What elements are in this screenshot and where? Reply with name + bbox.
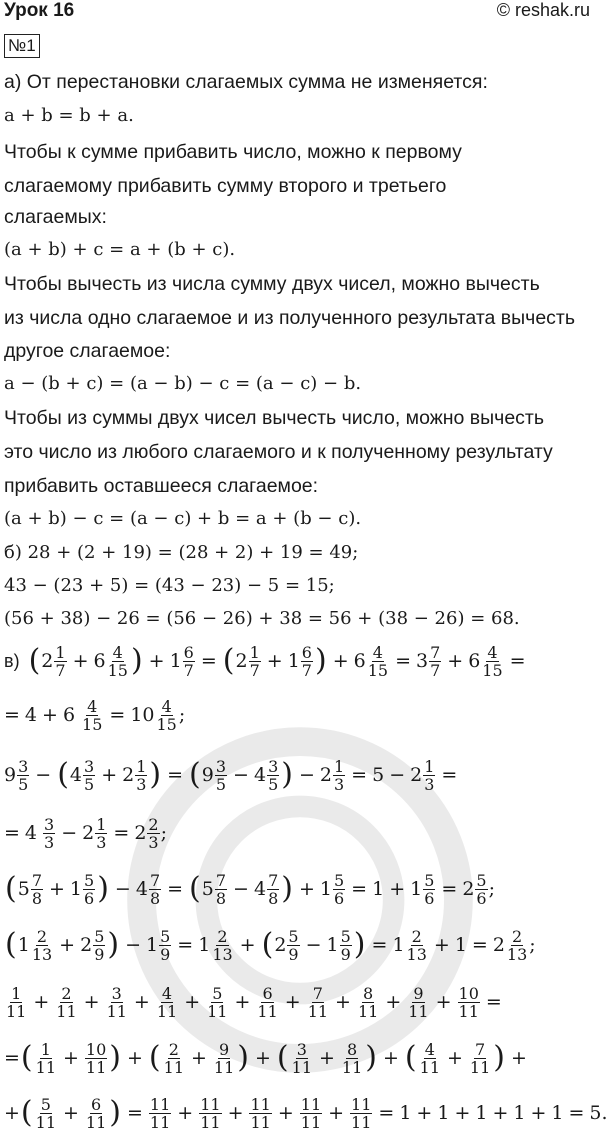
page-header <box>0 0 596 26</box>
site-credit: © reshak.ru <box>496 0 590 20</box>
fraction-expression-2: 9 $\frac{3}{5}$ − ( 4 $\frac{3}{5}$ + 2 $\frac{1}{3}$ ) = ( 9 $\frac{3}{5}$ − 4 $\frac{3}{5}$ ) − 2 $\frac{1}{3}$ = 5 − 2 $\frac{1}{3}$ = <box>4 756 458 794</box>
fraction-expression-2b: = 4 $\frac{3}{3}$ − 2 $\frac{1}{3}$ = 2 $\frac{2}{3}$ ; <box>4 814 168 852</box>
task-number: №1 <box>4 34 40 58</box>
formula-line: a − (b + c) = (a − b) − c = (a − c) − b. <box>4 373 362 394</box>
fraction-expression-5b: = ( $\frac{1}{11}$ + $\frac{10}{11}$ ) + ( $\frac{2}{11}$ + $\frac{9}{11}$ ) + ( $\frac{3}{11}$ + $\frac{8}{11}$ ) + ( $\frac{4}{11}$ + $\frac{7}{11}$ ) + <box>4 1039 527 1077</box>
text-line: Чтобы вычесть из числа сумму двух чисел, можно вычесть <box>4 273 540 295</box>
formula-line: a + b = b + a. <box>4 105 134 126</box>
formula-line: 43 − (23 + 5) = (43 − 23) − 5 = 15; <box>4 575 335 596</box>
formula-line: (a + b) + c = a + (b + c). <box>4 239 236 260</box>
text-line: прибавить оставшееся слагаемое: <box>4 475 319 497</box>
text-line: слагаемых: <box>4 206 107 228</box>
text-line: из числа одно слагаемое и из полученного результата вычесть <box>4 307 576 329</box>
text-line: а) От перестановки слагаемых сумма не изменяется: <box>4 71 488 93</box>
fraction-expression-5c: + ( $\frac{5}{11}$ + $\frac{6}{11}$ ) = $\frac{11}{11}$ + $\frac{11}{11}$ + $\frac{11}{11}$ + $\frac{11}{11}$ + $\frac{11}{11}$ = 1 + 1 + 1 + 1 + 1 = 5. <box>4 1094 608 1132</box>
text-line: другое слагаемое: <box>4 340 171 362</box>
fraction-expression-3: ( 5 $\frac{7}{8}$ + 1 $\frac{5}{6}$ ) − 4 $\frac{7}{8}$ = ( 5 $\frac{7}{8}$ − 4 $\frac{7}{8}$ ) + 1 $\frac{5}{6}$ = 1 + 1 $\frac{5}{6}$ = 2 $\frac{5}{6}$ ; <box>5 870 495 908</box>
fraction-expression-4: ( 1 $\frac{2}{13}$ + 2 $\frac{5}{9}$ ) − 1 $\frac{5}{9}$ = 1 $\frac{2}{13}$ + ( 2 $\frac{5}{9}$ − 1 $\frac{5}{9}$ ) = 1 $\frac{2}{13}$ + 1 = 2 $\frac{2}{13}$ ; <box>5 926 536 964</box>
fraction-expression-5: $\frac{1}{11}$ + $\frac{2}{11}$ + $\frac{3}{11}$ + $\frac{4}{11}$ + $\frac{5}{11}$ + $\frac{6}{11}$ + $\frac{7}{11}$ + $\frac{8}{11}$ + $\frac{9}{11}$ + $\frac{10}{11}$ = <box>6 983 502 1021</box>
formula-line: (a + b) − c = (a − c) + b = a + (b − c). <box>4 508 362 529</box>
text-line: слагаемому прибавить сумму второго и третьего <box>4 175 447 197</box>
fraction-expression-1b: = 4 + 6 $\frac{4}{15}$ = 10 $\frac{4}{15}$ ; <box>4 696 186 734</box>
text-line: Чтобы к сумме прибавить число, можно к первому <box>4 141 462 163</box>
lesson-title: Урок 16 <box>4 0 75 21</box>
text-line: это число из любого слагаемого и к полученному результату <box>4 441 553 463</box>
formula-line: б) 28 + (2 + 19) = (28 + 2) + 19 = 49; <box>4 542 359 563</box>
text-line: Чтобы из суммы двух чисел вычесть число, можно вычесть <box>4 407 545 429</box>
fraction-expression-1: в) ( 2 $\frac{1}{7}$ + 6 $\frac{4}{15}$ ) + 1 $\frac{6}{7}$ = ( 2 $\frac{1}{7}$ + 1 $\frac{6}{7}$ ) + 6 $\frac{4}{15}$ = 3 $\frac{7}{7}$ + 6 $\frac{4}{15}$ = <box>4 642 526 680</box>
formula-line: (56 + 38) − 26 = (56 − 26) + 38 = 56 + (38 − 26) = 68. <box>4 608 520 629</box>
part-c-label: в) <box>4 650 20 671</box>
